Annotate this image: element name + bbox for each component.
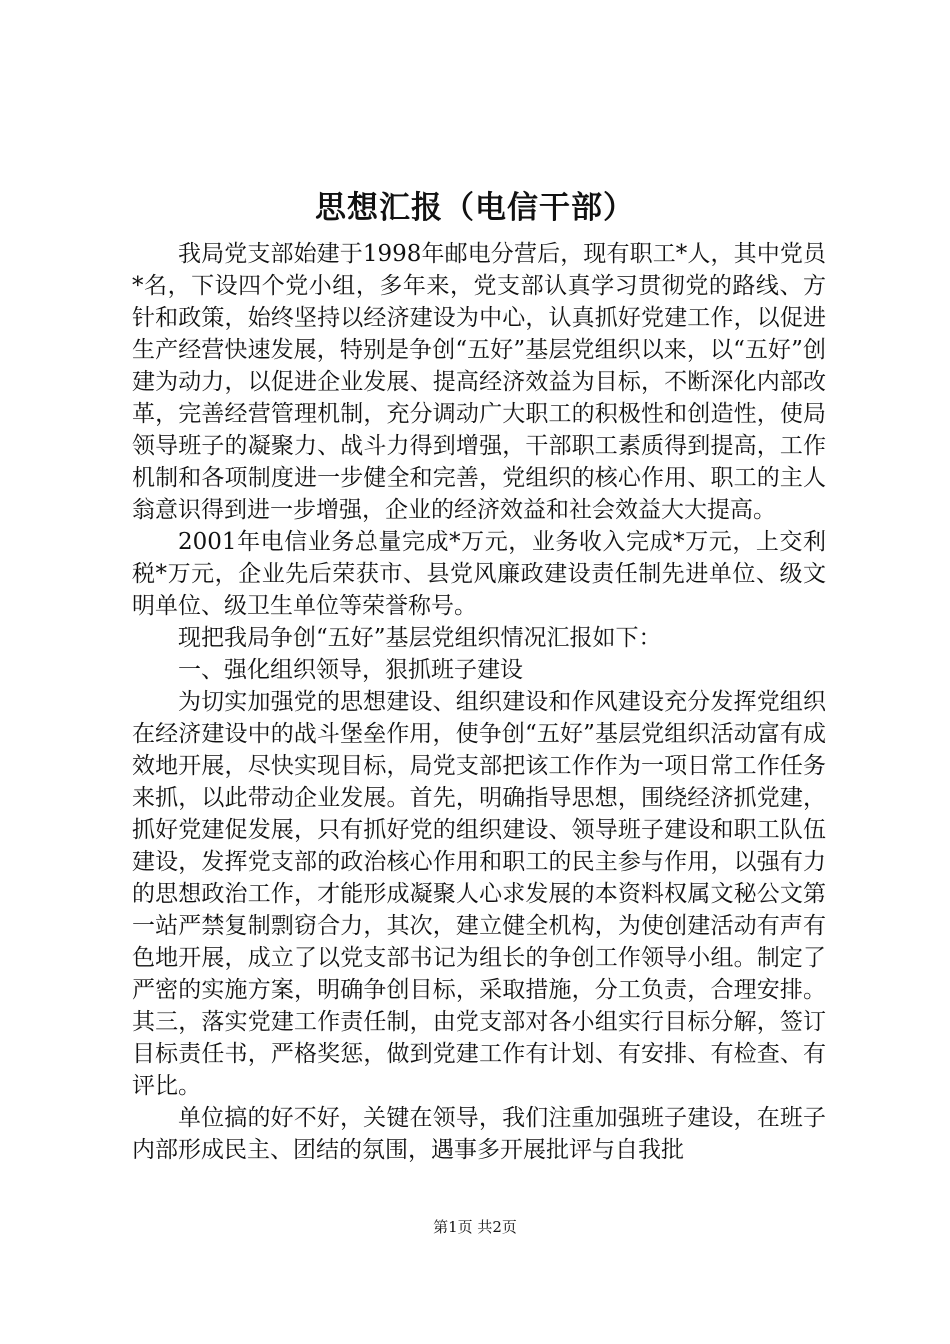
paragraph-intro: 我局党支部始建于1998年邮电分营后，现有职工*人，其中党员*名，下设四个党小组，多年来，党支部认真学习贯彻党的路线、方针和政策，始终坚持以经济建设为中心，认真抓好党建工作，以促进生产经营快速发展，特别是争创“五好”基层党组织以来，以“五好”创建为动力，以促进企业发展、提高经济效益为目标，不断深化内部改革，完善经营管理机制，充分调动广大职工的积极性和创造性，使局领导班子的凝聚力、战斗力得到增强，干部职工素质得到提高，工作机制和各项制度进一步健全和完善，党组织的核心作用、职工的主人翁意识得到进一步增强，企业的经济效益和社会效益大大提高。 [132,241,826,523]
paragraph-report-lead: 现把我局争创“五好”基层党组织情况汇报如下： [178,625,662,651]
page-number: 第1页 共2页 [433,1218,517,1236]
section-heading-1: 一、强化组织领导，狠抓班子建设 [178,657,523,683]
paragraph-achievements: 2001年电信业务总量完成*万元，业务收入完成*万元，上交利税*万元，企业先后荣获市、县党风廉政建设责任制先进单位、级文明单位、级卫生单位等荣誉称号。 [132,529,826,619]
document-body [132,238,826,1166]
paragraph-leadership: 单位搞的好不好，关键在领导，我们注重加强班子建设，在班子内部形成民主、团结的氛围，遇事多开展批评与自我批 [132,1105,826,1163]
paragraph-section-1: 为切实加强党的思想建设、组织建设和作风建设充分发挥党组织在经济建设中的战斗堡垒作用，使争创“五好”基层党组织活动富有成效地开展，尽快实现目标，局党支部把该工作作为一项日常工作任务来抓，以此带动企业发展。首先，明确指导思想，围绕经济抓党建，抓好党建促发展，只有抓好党的组织建设、领导班子建设和职工队伍建设，发挥党支部的政治核心作用和职工的民主参与作用，以强有力的思想政治工作，才能形成凝聚人心求发展的本资料权属文秘公文第一站严禁复制剽窃合力，其次，建立健全机构，为使创建活动有声有色地开展，成立了以党支部书记为组长的争创工作领导小组。制定了严密的实施方案，明确争创目标，采取措施，分工负责，合理安排。其三，落实党建工作责任制，由党支部对各小组实行目标分解，签订目标责任书，严格奖惩，做到党建工作有计划、有安排、有检查、有评比。 [132,689,826,1099]
document-title: 思想汇报（电信干部） [315,190,635,226]
